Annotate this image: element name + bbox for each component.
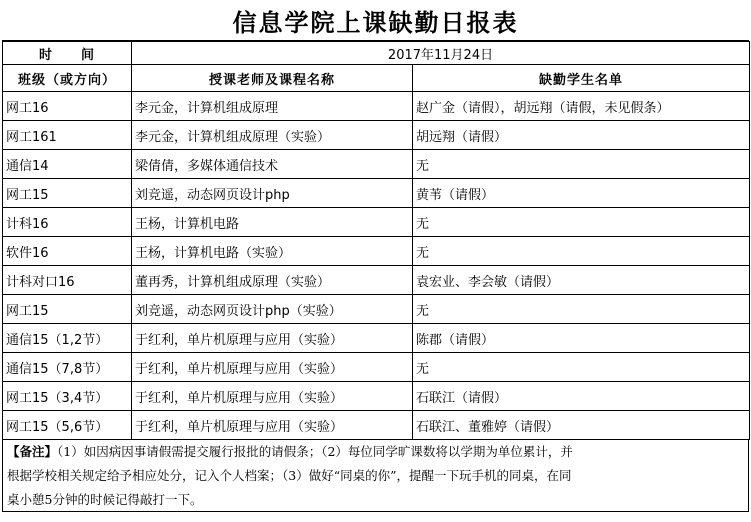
cell-class: 软件16 — [3, 237, 132, 266]
cell-absent: 无 — [413, 353, 750, 382]
cell-absent: 石联江（请假） — [413, 382, 750, 411]
header-absent: 缺勤学生名单 — [413, 65, 750, 92]
cell-teacher-course: 于红利，单片机原理与应用（实验） — [132, 411, 413, 440]
cell-teacher-course: 刘竞遥，动态网页设计php（实验） — [132, 295, 413, 324]
table-row — [3, 266, 750, 295]
table-row — [3, 324, 750, 353]
report-date: 2017年11月24日 — [132, 42, 750, 65]
report-title: 信息学院上课缺勤日报表 — [2, 0, 749, 41]
cell-class: 通信15（7,8节） — [3, 353, 132, 382]
cell-class: 计科对口16 — [3, 266, 132, 295]
cell-absent: 无 — [413, 295, 750, 324]
table-row — [3, 92, 750, 121]
table-row — [3, 150, 750, 179]
table-row — [3, 382, 750, 411]
cell-absent: 无 — [413, 150, 750, 179]
cell-class: 计科16 — [3, 208, 132, 237]
cell-teacher-course: 于红利，单片机原理与应用（实验） — [132, 382, 413, 411]
cell-class: 网工15 — [3, 179, 132, 208]
attendance-table — [2, 41, 750, 440]
remark-label: 【备注】 — [7, 444, 58, 459]
cell-absent: 无 — [413, 208, 750, 237]
cell-teacher-course: 于红利，单片机原理与应用（实验） — [132, 324, 413, 353]
remark-section — [2, 440, 749, 512]
header-teacher-course: 授课老师及课程名称 — [132, 65, 413, 92]
remark-line-3: 桌小憩5分钟的时候记得敲打一下。 — [7, 492, 203, 507]
table-row — [3, 411, 750, 440]
table-row — [3, 208, 750, 237]
cell-teacher-course: 于红利，单片机原理与应用（实验） — [132, 353, 413, 382]
cell-teacher-course: 王杨，计算机电路（实验） — [132, 237, 413, 266]
cell-teacher-course: 李元金，计算机组成原理 — [132, 92, 413, 121]
cell-class: 网工15（3,4节） — [3, 382, 132, 411]
table-row — [3, 353, 750, 382]
time-label: 时 间 — [3, 42, 132, 65]
cell-class: 通信14 — [3, 150, 132, 179]
cell-absent: 无 — [413, 237, 750, 266]
time-row — [3, 42, 750, 65]
cell-teacher-course: 梁倩倩，多媒体通信技术 — [132, 150, 413, 179]
table-row — [3, 121, 750, 150]
cell-class: 网工16 — [3, 92, 132, 121]
remark-text-1: （1）如因病因事请假需提交履行报批的请假条；（2）每位同学旷课数将以学期为单位累计，并 — [57, 444, 573, 459]
cell-absent: 赵广金（请假），胡远翔（请假，未见假条） — [413, 92, 750, 121]
cell-class: 通信15（1,2节） — [3, 324, 132, 353]
remark-line-2: 根据学校相关规定给予相应处分，记入个人档案；（3）做好“同桌的你”，提醒一下玩手机的同桌，在同 — [7, 468, 572, 483]
remark-line-1 — [7, 440, 744, 464]
report-sheet — [2, 0, 749, 512]
cell-absent: 黄苇（请假） — [413, 179, 750, 208]
table-row — [3, 295, 750, 324]
table-row — [3, 179, 750, 208]
cell-class: 网工15 — [3, 295, 132, 324]
cell-class: 网工15（5,6节） — [3, 411, 132, 440]
table-row — [3, 237, 750, 266]
cell-teacher-course: 刘竞遥，动态网页设计php — [132, 179, 413, 208]
cell-absent: 陈郡（请假） — [413, 324, 750, 353]
cell-absent: 石联江、董雅婷（请假） — [413, 411, 750, 440]
cell-teacher-course: 董再秀，计算机组成原理（实验） — [132, 266, 413, 295]
cell-absent: 袁宏业、李会敏（请假） — [413, 266, 750, 295]
header-row — [3, 65, 750, 92]
cell-teacher-course: 李元金，计算机组成原理（实验） — [132, 121, 413, 150]
cell-absent: 胡远翔（请假） — [413, 121, 750, 150]
header-class: 班级（或方向） — [3, 65, 132, 92]
cell-class: 网工161 — [3, 121, 132, 150]
cell-teacher-course: 王杨，计算机电路 — [132, 208, 413, 237]
